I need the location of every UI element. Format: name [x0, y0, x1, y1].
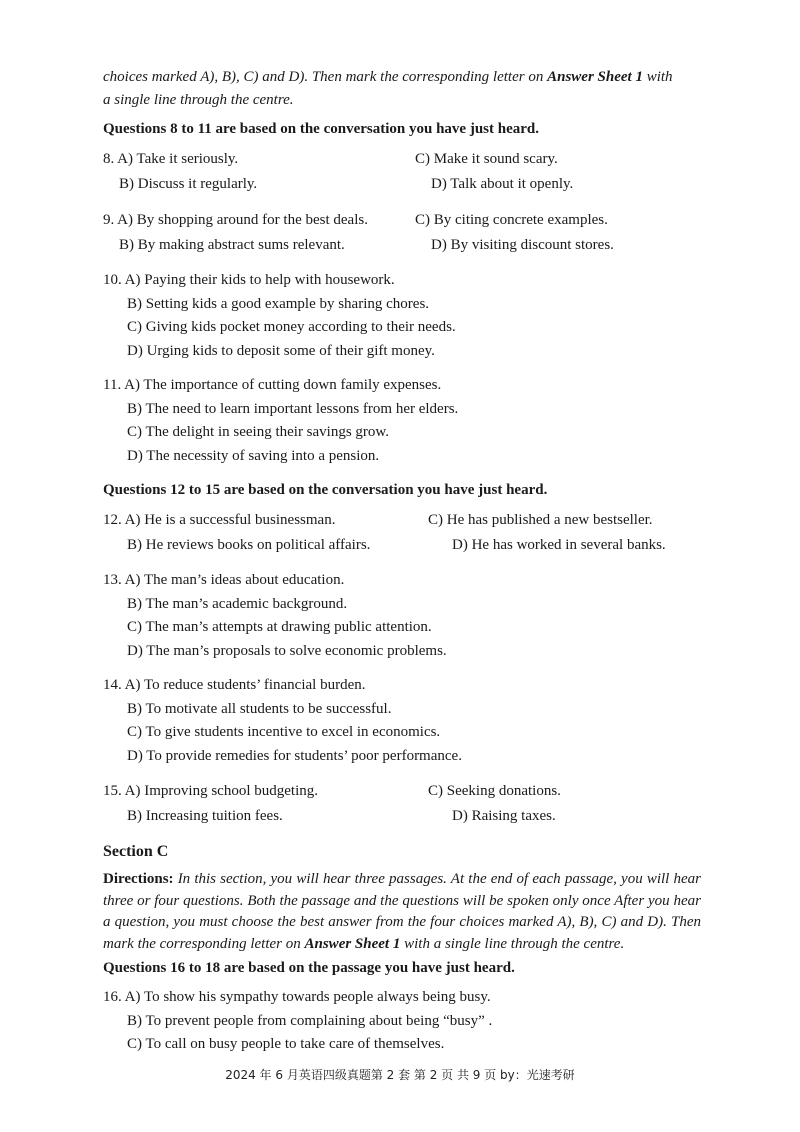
option-8d: D) Talk about it openly. [431, 176, 574, 192]
option-10d: D) Urging kids to deposit some of their gift money. [127, 342, 435, 359]
question-14 [103, 674, 701, 768]
group-heading-16-18: Questions 16 to 18 are based on the passage you have just heard. [103, 960, 515, 976]
option-12a: 12. A) He is a successful businessman. [103, 512, 336, 528]
question-16 [103, 986, 701, 1057]
option-13c: C) The man’s attempts at drawing public attention. [127, 619, 432, 635]
option-13b: B) The man’s academic background. [127, 595, 348, 612]
question-11 [103, 374, 701, 468]
option-14b: B) To motivate all students to be successful. [127, 700, 392, 717]
option-10a: 10. A) Paying their kids to help with housework. [103, 272, 395, 288]
option-11a: 11. A) The importance of cutting down family expenses. [103, 377, 442, 393]
option-14c: C) To give students incentive to excel in economics. [127, 724, 441, 740]
option-10c: C) Giving kids pocket money according to their needs. [127, 319, 456, 335]
option-15d: D) Raising taxes. [452, 808, 556, 824]
option-16b: B) To prevent people from complaining about being “busy” . [127, 1012, 493, 1029]
exam-page [103, 66, 701, 1068]
section-c-directions: Directions: In this section, you will hear three passages. At the end of each passage, you will hear three or four questions. Both the passage and the questions will be spoken only once After you hear a question, you must choose the best answer from the four choices marked A), B), C) and D). Then mark the corresponding letter on Answer Sheet 1 with a single line through the centre. [103, 871, 701, 952]
option-8b: B) Discuss it regularly. [119, 176, 258, 192]
option-12b: B) He reviews books on political affairs. [127, 537, 371, 553]
option-11d: D) The necessity of saving into a pension. [127, 447, 380, 464]
question-13 [103, 569, 701, 663]
option-8c: C) Make it sound scary. [415, 151, 558, 167]
question-8 [103, 147, 701, 197]
option-15c: C) Seeking donations. [428, 783, 561, 799]
option-13a: 13. A) The man’s ideas about education. [103, 572, 345, 588]
instructions-continued: choices marked A), B), C) and D). Then mark the corresponding letter on Answer Sheet 1 with a single line through the centre. [103, 69, 673, 108]
answer-sheet-ref: Answer Sheet 1 [547, 69, 643, 85]
section-c-title: Section C [103, 843, 169, 860]
option-9b: B) By making abstract sums relevant. [119, 237, 345, 253]
option-9d: D) By visiting discount stores. [431, 237, 614, 253]
option-14a: 14. A) To reduce students’ financial burden. [103, 677, 366, 693]
option-14d: D) To provide remedies for students’ poor performance. [127, 747, 462, 764]
question-9 [103, 208, 701, 258]
option-11c: C) The delight in seeing their savings grow. [127, 424, 390, 440]
option-8a: 8. A) Take it seriously. [103, 151, 239, 167]
question-12 [103, 508, 701, 558]
question-15 [103, 779, 701, 829]
option-16a: 16. A) To show his sympathy towards people always being busy. [103, 989, 491, 1005]
option-11b: B) The need to learn important lessons from her elders. [127, 400, 459, 417]
option-12c: C) He has published a new bestseller. [428, 512, 653, 528]
option-9c: C) By citing concrete examples. [415, 212, 608, 228]
group-heading-8-11: Questions 8 to 11 are based on the conversation you have just heard. [103, 121, 539, 137]
option-13d: D) The man’s proposals to solve economic problems. [127, 642, 447, 659]
directions-label: Directions: [103, 871, 174, 887]
option-9a: 9. A) By shopping around for the best deals. [103, 212, 368, 228]
option-10b: B) Setting kids a good example by sharing chores. [127, 295, 430, 312]
answer-sheet-ref: Answer Sheet 1 [304, 935, 401, 952]
page-footer: 2024 年 6 月英语四级真题第 2 套 第 2 页 共 9 页 by：光速考研 [225, 1068, 575, 1082]
group-heading-12-15: Questions 12 to 15 are based on the conversation you have just heard. [103, 482, 548, 498]
option-12d: D) He has worked in several banks. [452, 537, 666, 553]
option-16c: C) To call on busy people to take care of themselves. [127, 1036, 445, 1052]
question-10 [103, 269, 701, 363]
option-15b: B) Increasing tuition fees. [127, 808, 283, 824]
option-15a: 15. A) Improving school budgeting. [103, 783, 318, 799]
